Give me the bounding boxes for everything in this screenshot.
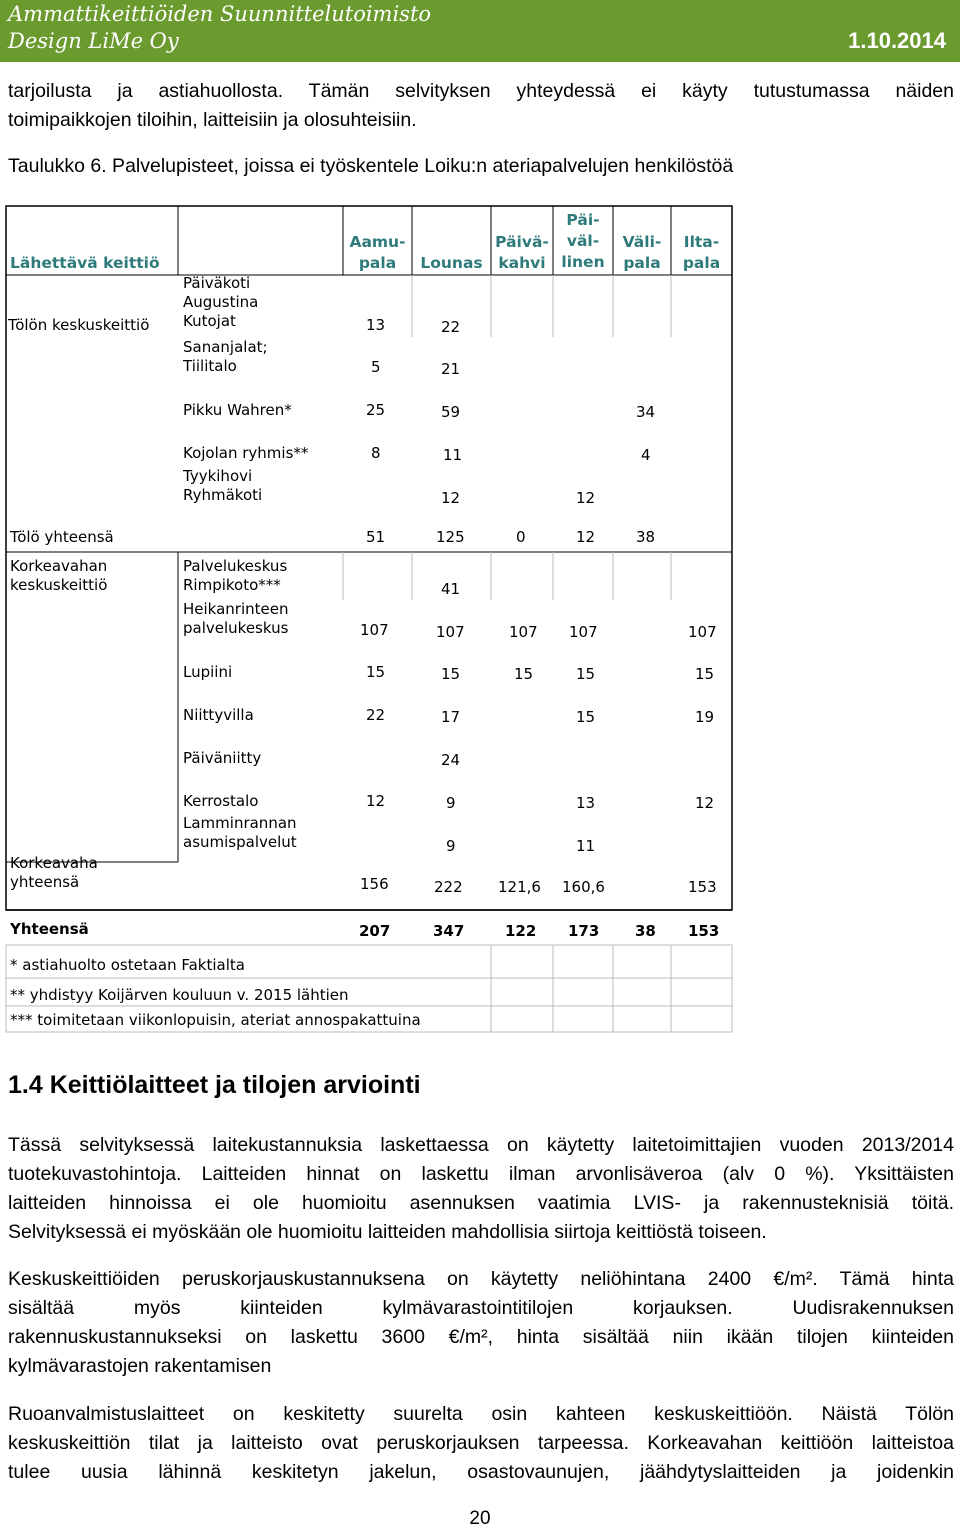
header-iltapala: Ilta- pala [682, 233, 721, 272]
paragraph-line: keskuskeittiön tilat ja laitteisto ovat peruskorjauksen tarpeessa. Korkeavahan keittiöön laitteistoa [8, 1432, 954, 1454]
table-row-name: Lamminrannan asumispalvelut [183, 814, 297, 851]
paragraph-line: Ruoanvalmistuslaitteet on keskitetty suurelta osin kahteen keskuskeittiöön. Näistä Tölön [8, 1403, 954, 1425]
cell-aamupala: 12 [366, 792, 386, 810]
grand-total-paivakahvi: 122 [505, 922, 537, 940]
cell-lounas: 17 [441, 708, 461, 726]
intro-line-2: toimipaikkojen tiloihin, laitteisiin ja olosuhteisiin. [8, 109, 417, 131]
total-korkeavaha-paivakahvi: 121,6 [498, 878, 541, 896]
company-subtitle: Design LiMe Oy [8, 29, 179, 53]
cell-lounas: 9 [446, 837, 456, 855]
total-tolo-label: Tölö yhteensä [10, 528, 114, 546]
table-row-name: Niittyvilla [183, 706, 254, 724]
paragraph-line: Tässä selvityksessä laitekustannuksia laskettaessa on käytetty laitetoimittajien vuoden 2013/2014 [8, 1134, 954, 1156]
total-tolo-valipala: 38 [636, 528, 656, 546]
paragraph-line: rakennuskustannukseksi on laskettu 3600 €/m², hinta sisältää niin ikään tilojen kiinteiden [8, 1326, 954, 1348]
header-kitchen: Lähettävä keittiö [10, 254, 160, 272]
cell-aamupala: 25 [366, 401, 386, 419]
table-caption: Taulukko 6. Palvelupisteet, joissa ei työskentele Loiku:n ateriapalvelujen henkilöstöä [8, 155, 734, 177]
header-lounas: Lounas [420, 254, 483, 272]
cell-aamupala: 15 [366, 663, 386, 681]
cell-paivallinen: 15 [576, 708, 596, 726]
paragraph-line: kylmävarastojen rakentamisen [8, 1355, 272, 1377]
table-row-name: Kojolan ryhmis** [183, 444, 309, 462]
header-paivallinen: Päi- väl- linen [561, 211, 605, 271]
table-note: ** yhdistyy Koijärven kouluun v. 2015 lähtien [10, 986, 349, 1004]
total-korkeavaha-iltapala: 153 [688, 878, 717, 896]
cell-lounas: 24 [441, 751, 461, 769]
paragraph-line: Selvityksessä ei myöskään ole huomioitu laitteiden mahdollisia siirtoja keittiöstä toiseen. [8, 1221, 767, 1243]
table-row-name: Päiväkoti Augustina Kutojat [183, 274, 259, 330]
cell-lounas: 21 [441, 360, 461, 378]
kitchen-korkeavaha: Korkeavahan keskuskeittiö [10, 557, 108, 594]
total-tolo-lounas: 125 [436, 528, 465, 546]
cell-paivallinen: 107 [569, 623, 598, 641]
cell-aamupala: 22 [366, 706, 386, 724]
table-note: * astiahuolto ostetaan Faktialta [10, 956, 245, 974]
paragraph-line: tulee uusia lähinnä keskitetyn jakelun, osastovaunujen, jäähdytyslaitteiden ja joidenkin [8, 1461, 954, 1483]
total-korkeavaha-paivallinen: 160,6 [562, 878, 605, 896]
header-paivakahvi: Päivä- kahvi [495, 233, 549, 272]
cell-aamupala: 13 [366, 316, 386, 334]
cell-lounas: 22 [441, 318, 461, 336]
total-tolo-paivallinen: 12 [576, 528, 596, 546]
cell-lounas: 59 [441, 403, 461, 421]
grand-total-lounas: 347 [433, 922, 465, 940]
company-name: Ammattikeittiöiden Suunnittelutoimisto [8, 2, 432, 26]
cell-aamupala: 5 [371, 358, 381, 376]
total-tolo-paivakahvi: 0 [516, 528, 526, 546]
grand-total-label: Yhteensä [10, 920, 89, 938]
grand-total-iltapala: 153 [688, 922, 720, 940]
cell-iltapala: 107 [688, 623, 717, 641]
cell-paivakahvi: 15 [514, 665, 534, 683]
paragraph-line: tuotekuvastohintoja. Laitteiden hinnat on laskettu ilman arvonlisäveroa (alv 0 %). Yksittäisten [8, 1163, 954, 1185]
total-tolo-aamupala: 51 [366, 528, 386, 546]
cell-lounas: 15 [441, 665, 461, 683]
cell-iltapala: 19 [695, 708, 715, 726]
cell-paivakahvi: 107 [509, 623, 538, 641]
grand-total-paivallinen: 173 [568, 922, 600, 940]
table-row-name: Kerrostalo [183, 792, 259, 810]
total-korkeavaha-label: Korkeavaha yhteensä [10, 854, 98, 891]
cell-lounas: 107 [436, 623, 465, 641]
document-date: 1.10.2014 [848, 28, 946, 53]
kitchen-tolo: Tölön keskuskeittiö [8, 316, 150, 334]
intro-line-1: tarjoilusta ja astiahuollosta. Tämän selvityksen yhteydessä ei käyty tutustumassa näiden [8, 80, 954, 102]
cell-aamupala: 8 [371, 444, 381, 462]
cell-paivallinen: 12 [576, 489, 596, 507]
cell-valipala: 4 [641, 446, 651, 464]
table-row-name: Heikanrinteen palvelukeskus [183, 600, 289, 637]
cell-paivallinen: 13 [576, 794, 596, 812]
cell-lounas: 11 [443, 446, 463, 464]
cell-lounas: 12 [441, 489, 461, 507]
table-row-name: Sananjalat; Tiilitalo [183, 338, 268, 375]
document-header [0, 0, 960, 62]
table-row-name: Lupiini [183, 663, 233, 681]
total-korkeavaha-lounas: 222 [434, 878, 463, 896]
table-note: *** toimitetaan viikonlopuisin, ateriat annospakattuina [10, 1011, 421, 1029]
table-row-name: Palvelukeskus Rimpikoto*** [183, 557, 288, 594]
table-row-name: Pikku Wahren* [183, 401, 292, 419]
cell-iltapala: 12 [695, 794, 715, 812]
cell-aamupala: 107 [360, 621, 389, 639]
cell-valipala: 34 [636, 403, 656, 421]
paragraph-line: sisältää myös kiinteiden kylmävarastointitilojen korjauksen. Uudisrakennuksen [8, 1297, 954, 1319]
header-aamupala: Aamu- pala [349, 233, 406, 272]
cell-lounas: 9 [446, 794, 456, 812]
cell-paivallinen: 15 [576, 665, 596, 683]
grand-total-aamupala: 207 [359, 922, 391, 940]
header-valipala: Väli- pala [622, 233, 662, 272]
cell-lounas: 41 [441, 580, 461, 598]
paragraph-line: Keskuskeittiöiden peruskorjauskustannuksena on käytetty neliöhintana 2400 €/m². Tämä hinta [8, 1268, 954, 1290]
cell-iltapala: 15 [695, 665, 715, 683]
grand-total-valipala: 38 [635, 922, 656, 940]
section-heading: 1.4 Keittiölaitteet ja tilojen arviointi [8, 1071, 421, 1099]
paragraph-line: laitteiden hinnoissa ei ole huomioitu asennuksen vaatimia LVIS- ja rakennusteknisiä töitä. [8, 1192, 954, 1214]
total-korkeavaha-aamupala: 156 [360, 875, 389, 893]
page-number: 20 [469, 1508, 491, 1529]
table-row-name: Päiväniitty [183, 749, 262, 767]
table-row-name: Tyykihovi Ryhmäkoti [183, 467, 263, 504]
cell-paivallinen: 11 [576, 837, 596, 855]
